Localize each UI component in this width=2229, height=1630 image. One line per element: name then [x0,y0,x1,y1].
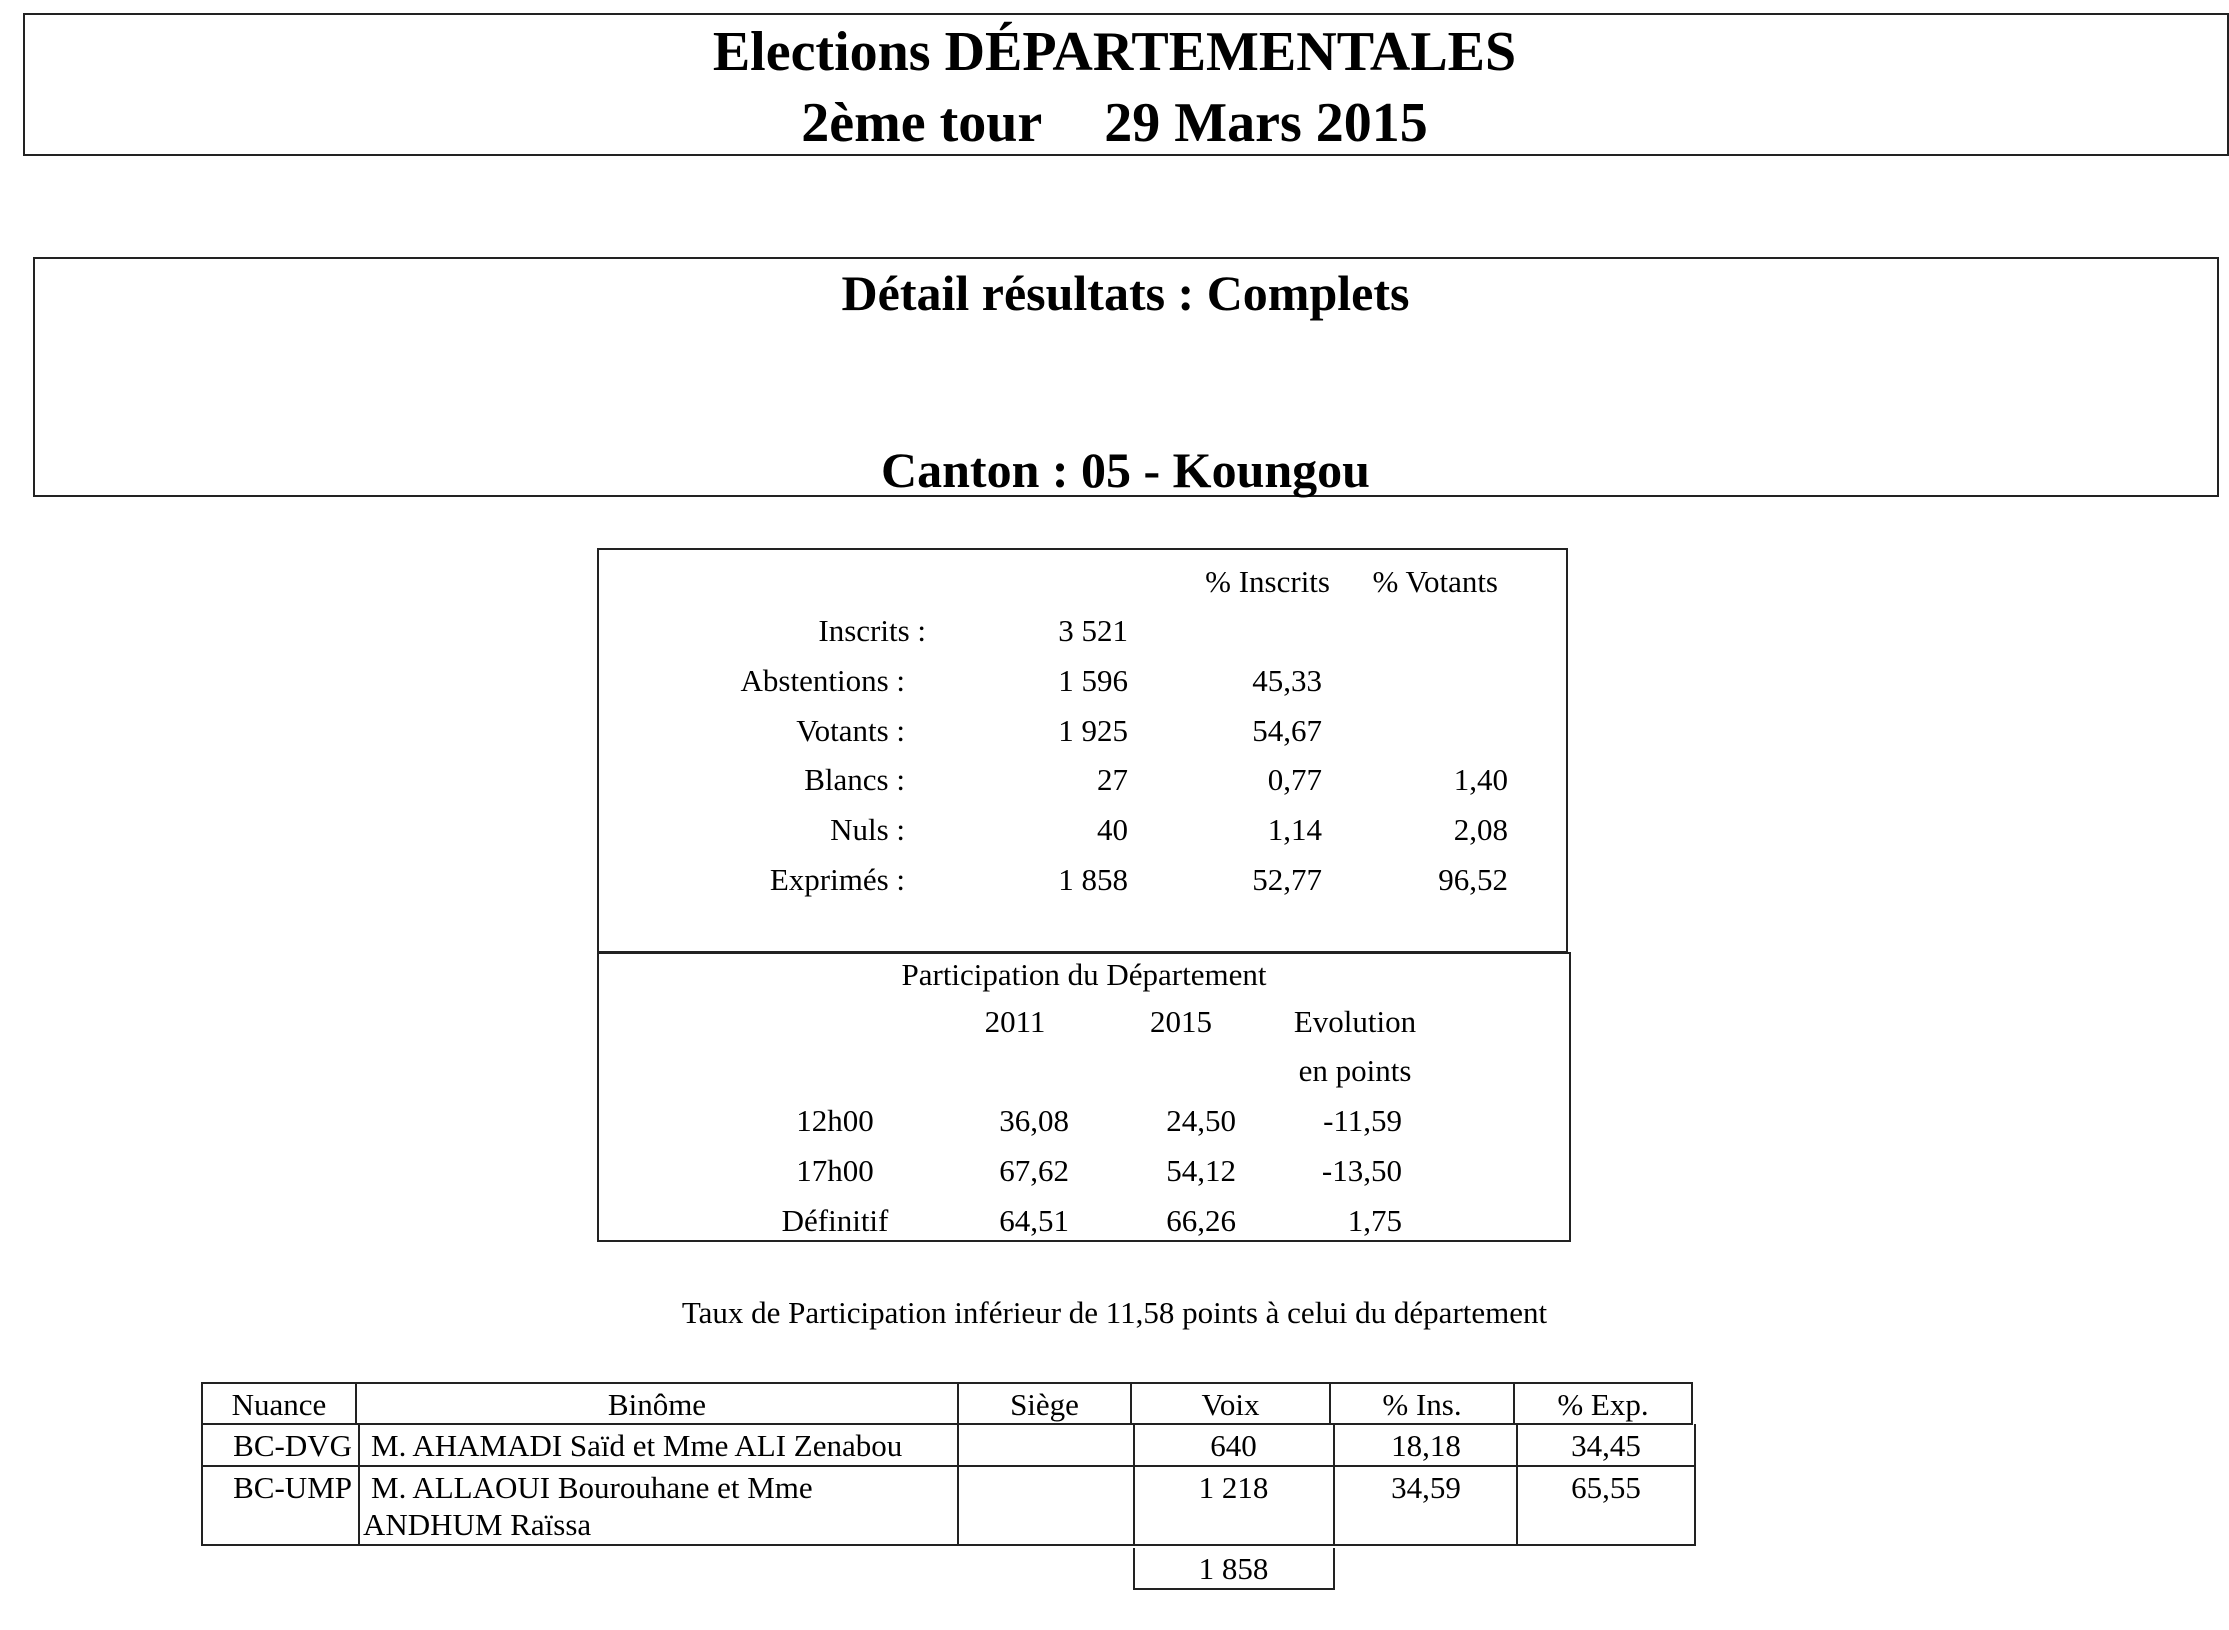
header-pct-ins: % Ins. [1382,1387,1462,1422]
col-header-evolution: Evolution [1293,1004,1417,1039]
participation-note: Taux de Participation inférieur de 11,58 points à celui du département [681,1295,1548,1330]
participation-2011: 67,62 [999,1153,1069,1188]
cell-nuance: BC-UMP [233,1470,352,1505]
participation-label: 17h00 [796,1153,874,1188]
participation-2015: 66,26 [1166,1203,1236,1238]
cell-binome: M. AHAMADI Saïd et Mme ALI Zenabou [371,1428,903,1463]
participation-label: Définitif [781,1203,889,1238]
participation-label: 12h00 [796,1103,874,1138]
cell-pct-ins: 34,59 [1391,1470,1461,1505]
col-header-pct-votants: % Votants [1372,564,1498,599]
stats-pct-votants: 96,52 [1438,862,1508,897]
stats-pct-inscrits: 52,77 [1252,862,1322,897]
election-date: 29 Mars 2015 [1104,92,1428,154]
cell-pct-ins: 18,18 [1391,1428,1461,1463]
stats-value: 1 858 [1058,862,1128,897]
participation-title: Participation du Département [901,957,1267,992]
cell-nuance: BC-DVG [233,1428,352,1463]
participation-evolution: -13,50 [1321,1153,1402,1188]
stats-pct-votants: 2,08 [1453,812,1508,847]
header-nuance: Nuance [231,1387,327,1422]
col-header-2011: 2011 [984,1004,1046,1039]
stats-pct-inscrits: 45,33 [1252,663,1322,698]
stats-label: Abstentions : [740,663,905,698]
participation-box [597,952,1571,1242]
participation-2011: 64,51 [999,1203,1069,1238]
stats-label: Exprimés : [769,862,905,897]
cell-binome: M. ALLAOUI Bourouhane et Mme [371,1470,813,1505]
detail-heading: Détail résultats : Complets [841,265,1410,321]
header-siege: Siège [1010,1387,1079,1422]
document-title [0,21,2229,83]
cell-pct-exp: 65,55 [1571,1470,1641,1505]
stats-pct-votants: 1,40 [1453,762,1508,797]
stats-value: 40 [1097,812,1128,847]
col-header-evolution-sub: en points [1298,1053,1412,1088]
document-subtitle [0,92,2229,154]
header-binome: Binôme [607,1387,707,1422]
canton-name: Canton : 05 - Koungou [881,442,1370,498]
cell-pct-exp: 34,45 [1571,1428,1641,1463]
cell-binome-line2: ANDHUM Raïssa [363,1507,592,1542]
col-header-2015: 2015 [1150,1004,1212,1039]
stats-label: Nuls : [830,812,905,847]
header-voix: Voix [1201,1387,1260,1422]
stats-pct-inscrits: 0,77 [1267,762,1322,797]
stats-value: 27 [1097,762,1128,797]
col-header-pct-inscrits: % Inscrits [1205,564,1330,599]
participation-evolution: 1,75 [1347,1203,1402,1238]
stats-pct-inscrits: 1,14 [1267,812,1322,847]
stats-pct-inscrits: 54,67 [1252,713,1322,748]
total-voix: 1 858 [1198,1551,1269,1586]
participation-evolution: -11,59 [1323,1103,1402,1138]
header-pct-exp: % Exp. [1557,1387,1649,1422]
election-round: 2ème tour [801,92,1043,154]
stats-value: 1 596 [1058,663,1128,698]
cell-voix: 640 [1210,1428,1257,1463]
cell-voix: 1 218 [1198,1470,1269,1505]
participation-2015: 24,50 [1166,1103,1236,1138]
stats-label: Inscrits : [818,613,926,648]
stats-label: Votants : [796,713,905,748]
title-line-1: Elections DÉPARTEMENTALES [712,21,1517,83]
participation-2011: 36,08 [999,1103,1069,1138]
stats-value: 3 521 [1058,613,1128,648]
stats-value: 1 925 [1058,713,1128,748]
stats-label: Blancs : [804,762,905,797]
participation-2015: 54,12 [1166,1153,1236,1188]
